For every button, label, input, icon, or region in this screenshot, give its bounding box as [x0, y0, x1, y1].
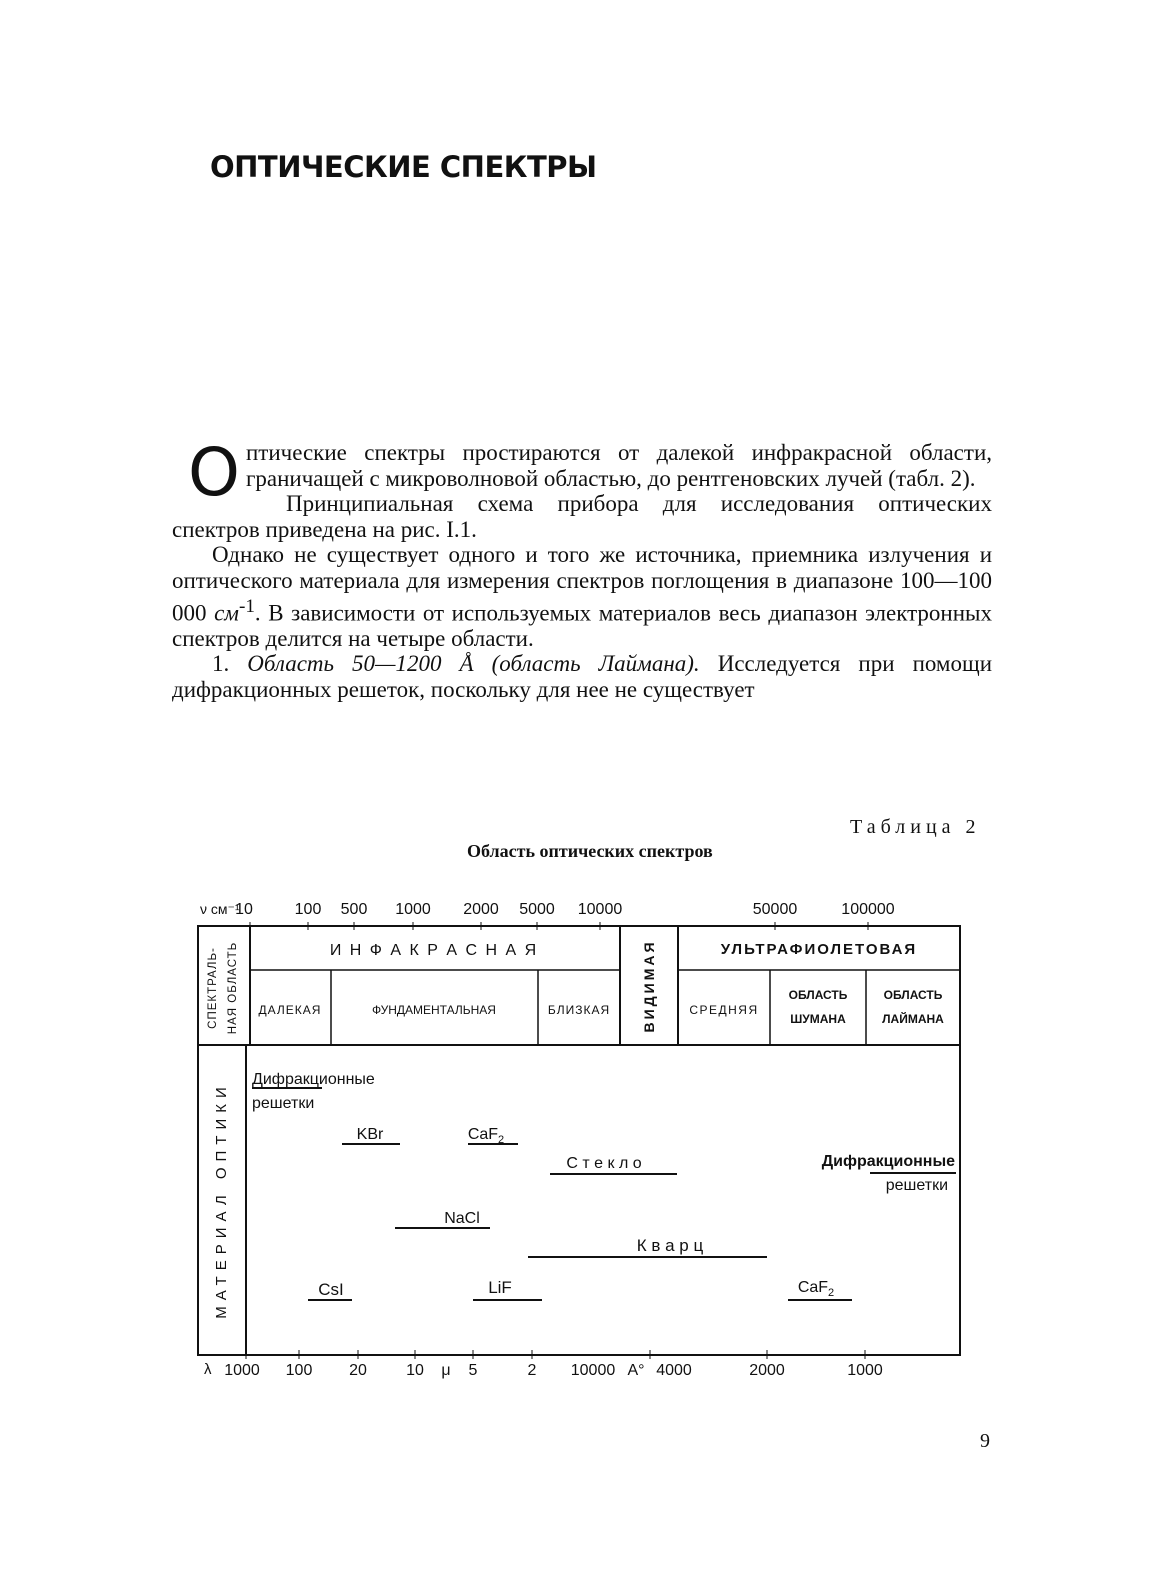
- subregion-fundamental: ФУНДАМЕНТАЛЬНАЯ: [372, 1003, 496, 1017]
- unit-cm: см: [214, 600, 239, 626]
- unit-sup: -1: [238, 595, 255, 617]
- bottom-tick: 2000: [749, 1362, 785, 1379]
- bottom-tick: 20: [349, 1362, 367, 1379]
- material-caf2-uv: [798, 1279, 834, 1299]
- region-visible: ВИДИМАЯ: [641, 939, 657, 1033]
- top-tick: 100000: [841, 901, 895, 918]
- material-grating-ir-1: Дифракционные: [252, 1071, 375, 1088]
- spectral-region-table: [180, 890, 980, 1400]
- paragraph-4-text: Исследуется при помощи дифракционных решеток, поскольку для нее не существует: [172, 651, 993, 702]
- bottom-tick: μ: [441, 1362, 451, 1379]
- paragraph-2: Принципиальная схема прибора для исследования оптических спектров приведена на рис. I.1.: [172, 491, 992, 542]
- bottom-ticks: [204, 1361, 883, 1379]
- bottom-tick: 4000: [656, 1362, 692, 1379]
- region-infrared: И Н Ф А К Р А С Н А Я: [329, 942, 539, 959]
- table-title: Область оптических спектров: [467, 841, 713, 861]
- caf2-ir-subscript: 2: [498, 1134, 505, 1146]
- subregion-far: ДАЛЕКАЯ: [258, 1003, 322, 1017]
- list-number: 1.: [212, 651, 248, 677]
- material-grating-uv-2: решетки: [885, 1177, 948, 1194]
- chapter-title: ОПТИЧЕСКИЕ СПЕКТРЫ: [210, 150, 597, 184]
- subregion-lyman-2: ЛАЙМАНА: [882, 1012, 944, 1026]
- top-tick: 10000: [577, 901, 623, 918]
- material-grating-ir-2: решетки: [252, 1095, 315, 1112]
- paragraph-4: [172, 651, 992, 702]
- page-number: 9: [980, 1430, 990, 1452]
- top-tick: 500: [340, 901, 368, 918]
- material-bars: [252, 1088, 956, 1300]
- caf2-uv-subscript: 2: [828, 1287, 835, 1299]
- caf2-uv-label: CaF: [797, 1279, 829, 1296]
- top-tick: 100: [294, 901, 322, 918]
- top-tick: 2000: [463, 901, 499, 918]
- subregion-near: БЛИЗКАЯ: [547, 1003, 611, 1017]
- bottom-tick: 10000: [570, 1362, 616, 1379]
- top-ticks: [235, 901, 895, 918]
- body-text: [172, 434, 993, 703]
- paragraph-3-b: . В зависимости от используемых материалов весь диапазон электронных спектров делится на четыре области.: [172, 600, 992, 651]
- row-header-materials: МАТЕРИАЛ ОПТИКИ: [213, 1081, 230, 1319]
- material-lif: LiF: [488, 1278, 512, 1297]
- bottom-tick: 5: [468, 1362, 478, 1379]
- top-tick: 50000: [752, 901, 798, 918]
- bottom-tick: 1000: [847, 1362, 883, 1379]
- bottom-tick: 2: [527, 1362, 537, 1379]
- material-csi: CsI: [318, 1280, 344, 1299]
- subregion-schumann-2: ШУМАНА: [790, 1012, 846, 1026]
- top-tick: 10: [235, 901, 253, 918]
- paragraph-3: [172, 542, 992, 651]
- material-quartz: К в а р ц: [636, 1236, 704, 1255]
- lyman-region-heading: Область 50—1200 Å (область Лаймана).: [247, 651, 700, 677]
- material-nacl: NaCl: [444, 1210, 480, 1227]
- top-axis-label: ν см⁻¹: [200, 901, 240, 917]
- subregion-middle: СРЕДНЯЯ: [689, 1003, 759, 1017]
- top-tick: 1000: [395, 901, 431, 918]
- bottom-tick: 100: [285, 1362, 313, 1379]
- bottom-tick: 10: [406, 1362, 424, 1379]
- top-tick: 5000: [519, 901, 555, 918]
- row-header-spectral: [207, 942, 239, 1034]
- subregion-schumann-1: ОБЛАСТЬ: [788, 988, 848, 1002]
- region-ultraviolet: УЛЬТРАФИОЛЕТОВАЯ: [720, 941, 918, 958]
- bottom-tick: 1000: [224, 1362, 260, 1379]
- material-grating-uv-1: Дифракционные: [821, 1153, 955, 1170]
- material-kbr: KBr: [356, 1126, 384, 1143]
- bottom-tick: A°: [627, 1362, 645, 1379]
- bottom-axis-label: λ: [204, 1361, 212, 1378]
- material-glass: С т е к л о: [566, 1155, 642, 1172]
- paragraph-3-a: Однако не существует одного и того же источника, приемника излучения и оптического материала для измерения спектров поглощения в диапазоне 100—100 000: [172, 542, 992, 626]
- paragraph-1-text: птические спектры простираются от далекой инфракрасной области, граничащей с микроволновой областью, до рентгеновских лучей (табл. 2).: [245, 440, 992, 491]
- caf2-ir-label: CaF: [467, 1126, 499, 1143]
- row-header-spectral-1: СПЕКТРАЛЬ-: [207, 947, 219, 1029]
- subregion-lyman-1: ОБЛАСТЬ: [883, 988, 943, 1002]
- table-number: Таблица 2: [850, 816, 981, 838]
- paragraph-1: [172, 434, 992, 511]
- row-header-spectral-2: НАЯ ОБЛАСТЬ: [227, 941, 239, 1035]
- drop-cap: О: [188, 434, 240, 511]
